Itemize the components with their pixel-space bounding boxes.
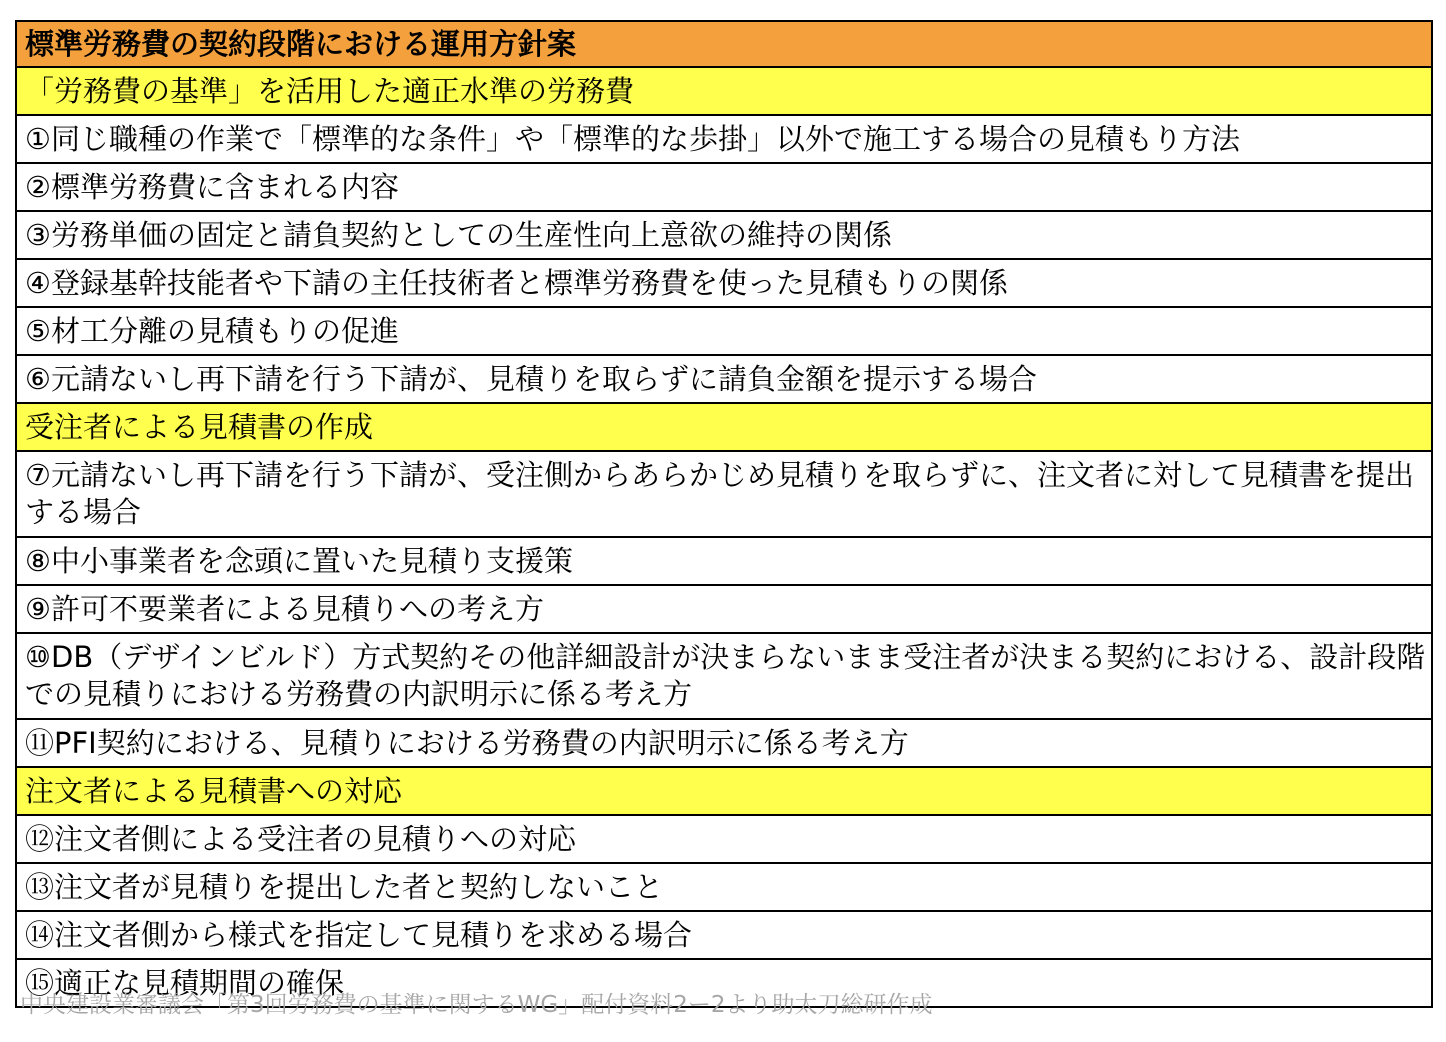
policy-table [15,20,1433,1008]
table-row [16,115,1432,163]
item-text: ⑩DB（デザインビルド）方式契約その他詳細設計が決まらないまま受注者が決まる契約における、設計段階での見積りにおける労務費の内訳明示に係る考え方 [16,633,1432,719]
section-heading-row [16,403,1432,451]
item-text: ①同じ職種の作業で「標準的な条件」や「標準的な歩掛」以外で施工する場合の見積もり方法 [16,115,1432,163]
table-row [16,163,1432,211]
table-row [16,719,1432,767]
item-text: ⑥元請ないし再下請を行う下請が、見積りを取らずに請負金額を提示する場合 [16,355,1432,403]
section-heading: 注文者による見積書への対応 [16,767,1432,815]
item-text: ⑭注文者側から様式を指定して見積りを求める場合 [16,911,1432,959]
table-title-row [16,21,1432,67]
source-caption: 中央建設業審議会「第3回労務費の基準に関するWG」配付資料2ー2より助太刀総研作成 [20,992,933,1018]
table-row [16,355,1432,403]
table-row [16,863,1432,911]
table-row [16,911,1432,959]
item-text: ⑫注文者側による受注者の見積りへの対応 [16,815,1432,863]
table-row [16,633,1432,719]
item-text: ⑮適正な見積期間の確保 [16,959,1432,1007]
table-row [16,211,1432,259]
item-text: ②標準労務費に含まれる内容 [16,163,1432,211]
section-heading-row [16,767,1432,815]
table-row [16,537,1432,585]
item-text: ⑪PFI契約における、見積りにおける労務費の内訳明示に係る考え方 [16,719,1432,767]
item-text: ⑦元請ないし再下請を行う下請が、受注側からあらかじめ見積りを取らずに、注文者に対して見積書を提出する場合 [16,451,1432,537]
section-heading: 受注者による見積書の作成 [16,403,1432,451]
table-title: 標準労務費の契約段階における運用方針案 [16,21,1432,67]
table-row [16,585,1432,633]
table-row [16,815,1432,863]
table-row [16,259,1432,307]
item-text: ⑧中小事業者を念頭に置いた見積り支援策 [16,537,1432,585]
section-heading: 「労務費の基準」を活用した適正水準の労務費 [16,67,1432,115]
section-heading-row [16,67,1432,115]
table-row [16,451,1432,537]
item-text: ⑬注文者が見積りを提出した者と契約しないこと [16,863,1432,911]
item-text: ④登録基幹技能者や下請の主任技術者と標準労務費を使った見積もりの関係 [16,259,1432,307]
item-text: ⑤材工分離の見積もりの促進 [16,307,1432,355]
item-text: ⑨許可不要業者による見積りへの考え方 [16,585,1432,633]
table-row [16,307,1432,355]
item-text: ③労務単価の固定と請負契約としての生産性向上意欲の維持の関係 [16,211,1432,259]
